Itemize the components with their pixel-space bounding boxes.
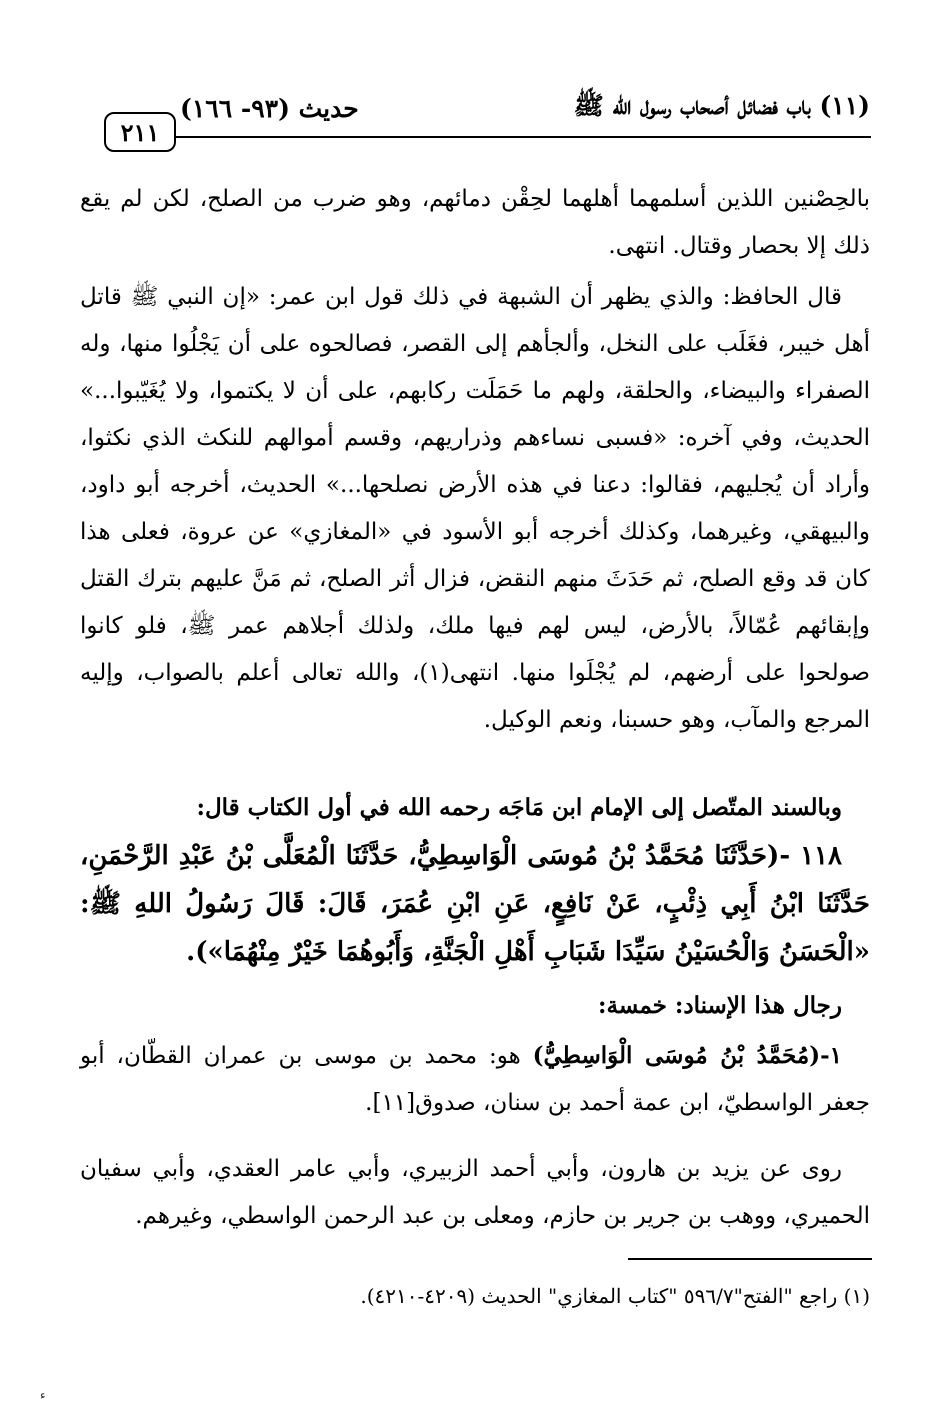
narrator-1-sources: روى عن يزيد بن هارون، وأبي أحمد الزبيري، وأبي عامر العقدي، وأبي سفيان الحميري، ووهب بن جرير بن حازم، ومعلى بن عبد الرحمن الواسطي، وغيرهم.: [80, 1156, 870, 1229]
chain-heading: وبالسند المتّصل إلى الإمام ابن مَاجَه رحمه الله في أول الكتاب قال:: [196, 794, 842, 821]
paragraph-1: بالحِصْنين اللذين أسلمهما أهلهما لحِقْن دمائهم، وهو ضرب من الصلح، لكن لم يقع ذلك إلا بحصار وقتال. انتهى.: [80, 186, 870, 259]
chain-heading-block: [80, 784, 870, 831]
footnote: (١) راجع "الفتح"٥٩٦/٧ "كتاب المغازي" الحديث (٤٢٠٩-٤٢١٠).: [360, 1284, 870, 1308]
narrator-1-name: ١-(مُحَمَّدُ بْنُ مُوسَى الْوَاسِطِيُّ): [532, 1042, 843, 1069]
paragraph-2-block: [80, 274, 870, 744]
hadith-block: [80, 832, 870, 976]
chapter-title: (١١) باب فضائل أصحاب رسول الله ﷺ: [573, 90, 870, 120]
page-number: ٢١١: [104, 112, 176, 152]
corner-mark: ء: [40, 1388, 46, 1402]
running-head: [180, 88, 870, 128]
narrator-1: [80, 1032, 870, 1127]
hadith-text: ١١٨ -(حَدَّثَنَا مُحَمَّدُ بْنُ مُوسَى الْوَاسِطِيُّ، حَدَّثَنَا الْمُعَلَّى بْنُ عَبْدِ الرَّحْمَنِ، حَدَّثَنَا ابْنُ أَبِي ذِئْبٍ، عَنْ نَافِعٍ، عَنِ ابْنِ عُمَرَ، قَالَ: قَالَ رَسُولُ اللهِ ﷺ: «الْحَسَنُ وَالْحُسَيْنُ سَيِّدَا شَبَابِ أَهْلِ الْجَنَّةِ، وَأَبُوهُمَا خَيْرٌ مِنْهُمَا»).: [80, 841, 870, 967]
narrators-heading-block: [80, 982, 870, 1029]
narrators-heading: رجال هذا الإسناد: خمسة:: [598, 992, 842, 1019]
narrator-1-sources-block: [80, 1146, 870, 1240]
narrator-1-text: هو: محمد بن موسى بن عمران القطّان، أبو جعفر الواسطيّ، ابن عمة أحمد بن سنان، صدوق[١١].: [80, 1043, 870, 1116]
header-rule: [105, 136, 871, 138]
paragraph-2: قال الحافظ: والذي يظهر أن الشبهة في ذلك قول ابن عمر: «إن النبي ﷺ قاتل أهل خيبر، فغَلَب على النخل، وألجأهم إلى القصر، فصالحوه على أن يَجْلُوا منها، وله الصفراء والبيضاء، والحلقة، ولهم ما حَمَلَت ركابهم، على أن لا يكتموا، ولا يُغَيّبوا...» الحديث، وفي آخره: «فسبى نساءهم وذراريهم، وقسم أموالهم للنكث الذي نكثوا، وأراد أن يُجليهم، فقالوا: دعنا في هذه الأرض نصلحها...» الحديث، أخرجه أبو داود، والبيهقي، وغيرهما، وكذلك أخرجه أبو الأسود في «المغازي» عن عروة، فعلى هذا كان قد وقع الصلح، ثم حَدَثَ منهم النقض، فزال أثر الصلح، ثم مَنَّ عليهم بترك القتل وإبقائهم عُمّالاً، بالأرض، ليس لهم فيها ملك، ولذلك أجلاهم عمر ﷺ، فلو كانوا صولحوا على أرضهم، لم يُجْلَوا منها. انتهى(١)، والله تعالى أعلم بالصواب، وإليه المرجع والمآب، وهو حسبنا، ونعم الوكيل.: [80, 284, 870, 733]
narrator-1-block: [80, 1032, 870, 1127]
footnote-rule: [628, 1258, 872, 1260]
hadith-range: حديث (٩٣- ١٦٦): [180, 93, 359, 123]
paragraph-1-block: [80, 176, 870, 270]
